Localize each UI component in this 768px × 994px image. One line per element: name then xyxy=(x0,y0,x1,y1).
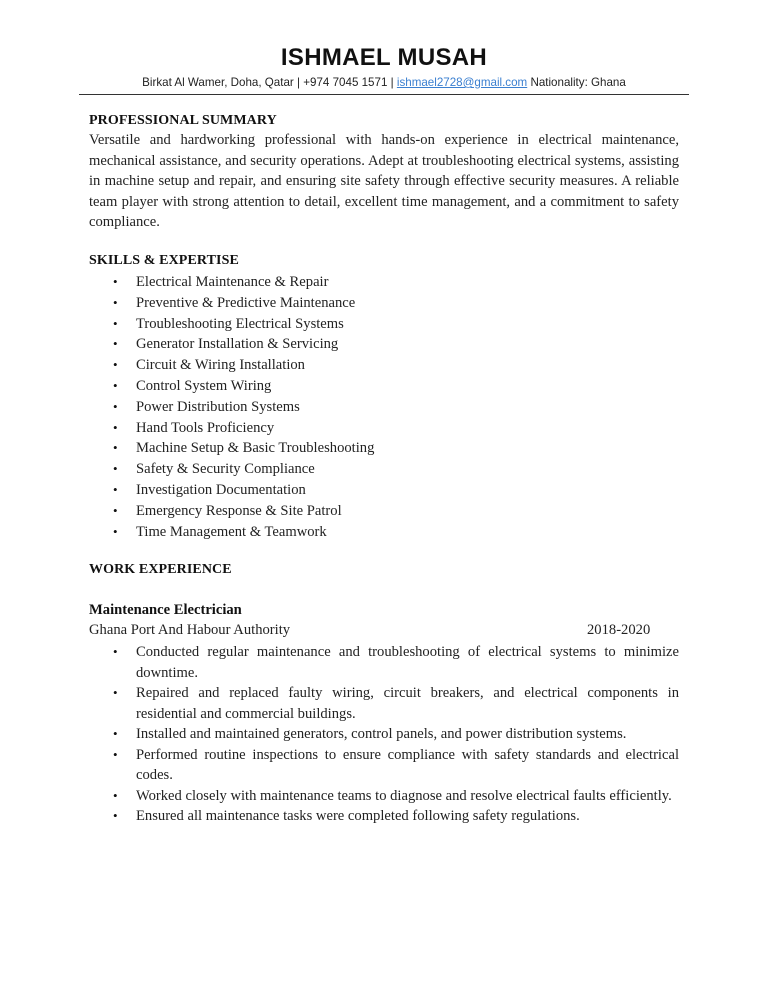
bullet-icon: • xyxy=(113,481,118,497)
job-company: Ghana Port And Habour Authority xyxy=(89,622,291,638)
duty-item: • Repaired and replaced faulty wiring, circuit breakers, and electrical components in residential and commercial buildings. xyxy=(113,685,679,722)
skill-item: • Generator Installation & Servicing xyxy=(89,334,374,355)
duty-item: • Worked closely with maintenance teams to diagnose and resolve electrical faults efficiently. xyxy=(89,786,679,807)
bullet-icon: • xyxy=(113,726,118,741)
email-link[interactable]: ishmael2728@gmail.com xyxy=(396,76,528,89)
section-title-experience: WORK EXPERIENCE xyxy=(89,562,232,577)
skills-list xyxy=(89,272,374,542)
skill-item: • Troubleshooting Electrical Systems xyxy=(89,314,374,335)
duty-item: • Performed routine inspections to ensure compliance with safety standards and electrical codes. xyxy=(113,746,679,783)
skill-item: • Hand Tools Proficiency xyxy=(89,418,374,439)
bullet-icon: • xyxy=(113,746,118,762)
bullet-icon: • xyxy=(113,502,118,518)
contact-line xyxy=(79,76,689,89)
bullet-icon: • xyxy=(113,440,118,456)
bullet-icon: • xyxy=(113,419,118,435)
skill-item: • Time Management & Teamwork xyxy=(89,522,374,543)
address: Birkat Al Wamer, Doha, Qatar xyxy=(142,76,294,89)
bullet-icon: • xyxy=(113,787,118,803)
header-divider xyxy=(79,94,689,95)
bullet-icon: • xyxy=(113,644,118,659)
duty-item: • Installed and maintained generators, control panels, and power distribution systems. xyxy=(89,724,679,745)
duty-item: • Conducted regular maintenance and troubleshooting of electrical systems to minimize downtime. xyxy=(113,644,679,681)
separator: | xyxy=(293,76,304,89)
bullet-icon: • xyxy=(113,274,118,289)
separator: | xyxy=(387,76,397,89)
skill-item: • Emergency Response & Site Patrol xyxy=(89,501,374,522)
skill-item: • Electrical Maintenance & Repair xyxy=(89,272,374,293)
job-dates: 2018-2020 xyxy=(587,622,651,638)
job-title: Maintenance Electrician xyxy=(89,602,242,618)
nationality: Nationality: Ghana xyxy=(527,76,626,89)
summary-text: Versatile and hardworking professional with hands-on experience in electrical maintenance, mechanical assistance, and security operations. Adept at troubleshooting electrical systems, assisting in machine setup and repair, and ensuring site safety through effective security measures. A reliable team player with strong attention to detail, excellent time management, and a commitment to safety compliance. xyxy=(89,132,679,231)
skill-item: • Safety & Security Compliance xyxy=(89,459,374,480)
section-title-skills: SKILLS & EXPERTISE xyxy=(89,253,239,268)
bullet-icon: • xyxy=(113,357,118,373)
skill-item: • Preventive & Predictive Maintenance xyxy=(89,293,374,314)
bullet-icon: • xyxy=(113,336,118,352)
bullet-icon: • xyxy=(113,685,118,700)
skill-item: • Machine Setup & Basic Troubleshooting xyxy=(89,438,374,459)
job-duties-list xyxy=(89,642,679,827)
bullet-icon: • xyxy=(113,808,118,823)
phone: +974 7045 1571 xyxy=(303,76,388,89)
bullet-icon: • xyxy=(113,398,118,414)
skill-item: • Control System Wiring xyxy=(89,376,374,397)
duty-item: • Ensured all maintenance tasks were completed following safety regulations. xyxy=(89,806,679,827)
skill-item: • Power Distribution Systems xyxy=(89,397,374,418)
bullet-icon: • xyxy=(113,461,118,477)
bullet-icon: • xyxy=(113,315,118,331)
candidate-name: ISHMAEL MUSAH xyxy=(280,44,488,71)
skill-item: • Investigation Documentation xyxy=(89,480,374,501)
bullet-icon: • xyxy=(113,294,118,310)
bullet-icon: • xyxy=(113,377,118,393)
skill-item: • Circuit & Wiring Installation xyxy=(89,355,374,376)
bullet-icon: • xyxy=(113,523,118,539)
section-title-summary: PROFESSIONAL SUMMARY xyxy=(89,113,277,128)
